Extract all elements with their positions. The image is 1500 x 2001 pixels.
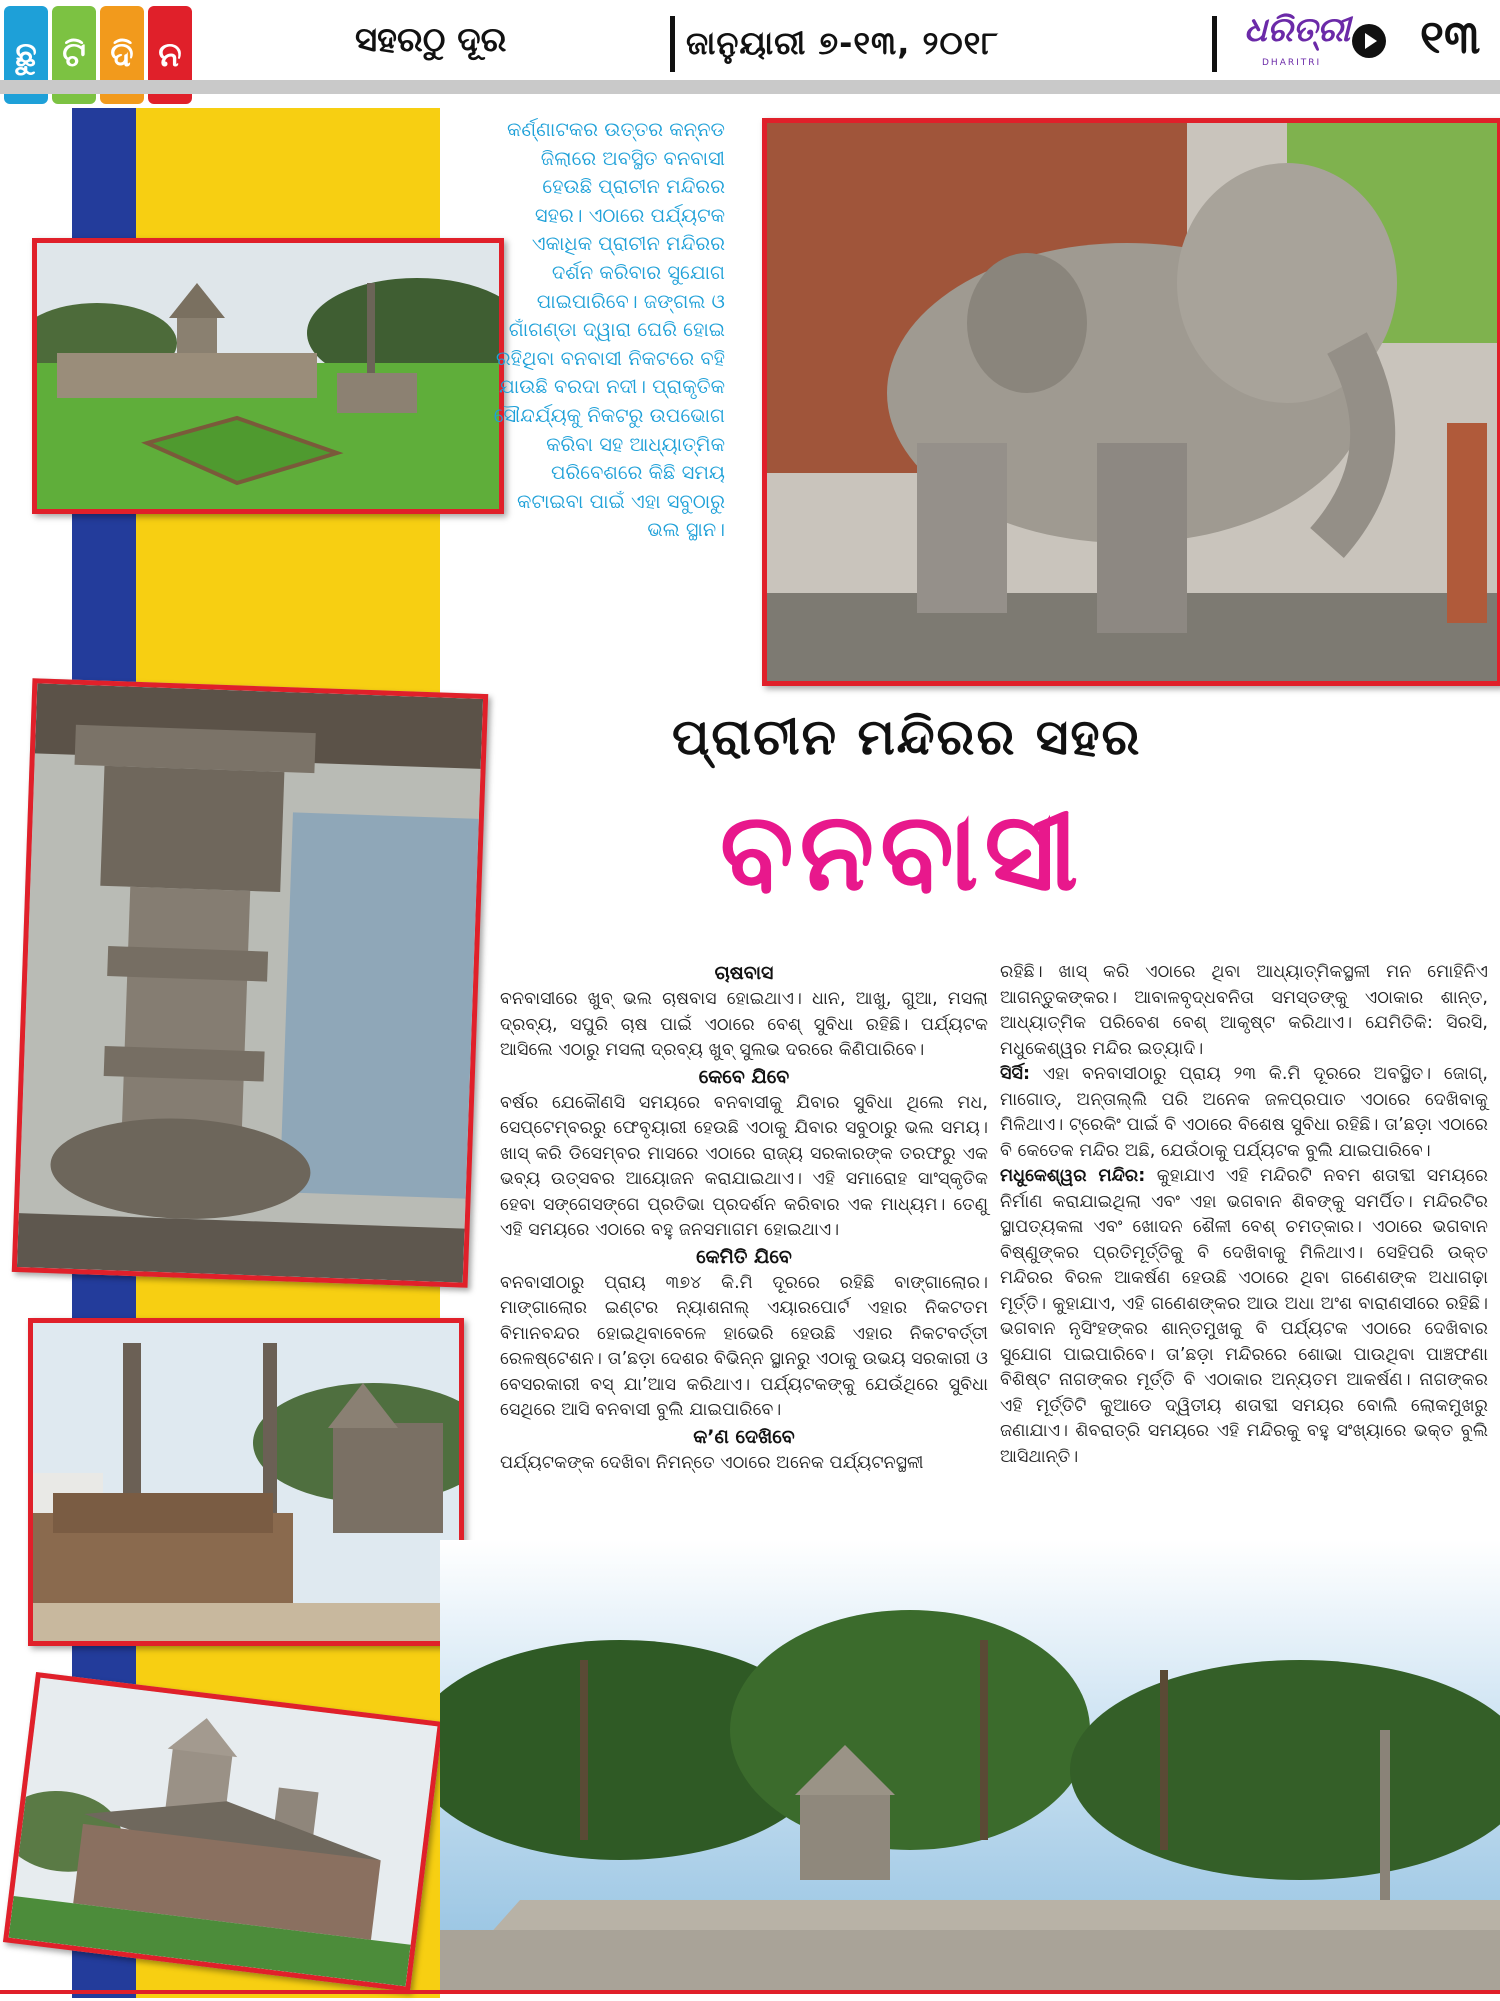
subheading: କେମିତି ଯିବେ xyxy=(696,1245,792,1268)
elephant-sculpture-photo xyxy=(762,118,1500,686)
subheading: ଚାଷବାସ xyxy=(714,962,774,984)
paragraph: ବନବାସୀଠାରୁ ପ୍ରାୟ ୩୭୪ କି.ମି ଦୂରରେ ରହିଛି ବାଙ୍ଗାଲୋର। ମାଙ୍ଗାଲୋର ଇଣ୍ଟର ନ୍ୟାଶନାଲ୍ ଏୟାରପୋର୍ଟ ଏହାର ନିକଟତମ ବିମାନବନ୍ଦର ହୋଇଥିବାବେଳେ ହାଭେରି ହେଉଛି ଏହାର ନିକଟବର୍ତ୍ତୀ ରେଳଷ୍ଟେଶନ। ତା’ଛଡ଼ା ଦେଶର ବିଭିନ୍ନ ସ୍ଥାନରୁ ଏଠାକୁ ଉଭୟ ସରକାରୀ ଓ ବେସରକାରୀ ବସ୍ ଯା’ଆସ କରିଥାଏ। ପର୍ଯ୍ୟଟକଙ୍କୁ ଯେଉଁଥିରେ ସୁବିଧା ସେଥିରେ ଆସି ବନବାସୀ ବୁଲି ଯାଇପାରିବେ। xyxy=(500,1272,988,1420)
intro-paragraph: କର୍ଣ୍ଣାଟକର ଉତ୍ତର କନ୍ନଡ ଜିଲାରେ ଅବସ୍ଥିତ ବନବାସୀ ହେଉଛି ପ୍ରାଚୀନ ମନ୍ଦିରର ସହର। ଏଠାରେ ପର୍ଯ୍ୟଟକ ଏକାଧିକ ପ୍ରାଚୀନ ମନ୍ଦିରର ଦର୍ଶନ କରିବାର ସୁଯୋଗ ପାଇପାରିବେ। ଜଙ୍ଗଲ ଓ ଗାଁଗଣ୍ଡା ଦ୍ୱାରା ଘେରି ହୋଇ ରହିଥିବା ବନବାସୀ ନିକଟରେ ବହି ଯାଉଛି ବରଦା ନଦୀ। ପ୍ରାକୃତିକ ସୌନ୍ଦର୍ଯ୍ୟକୁ ନିକଟରୁ ଉପଭୋଗ କରିବା ସହ ଆଧ୍ୟାତ୍ମିକ ପରିବେଶରେ କିଛି ସମୟ କଟାଇବା ପାଇଁ ଏହା ସବୁଠାରୁ ଭଲ ସ୍ଥାନ। xyxy=(493,118,725,542)
brand-subtitle: DHARITRI xyxy=(1262,58,1322,68)
temple-lawn-photo xyxy=(32,238,504,514)
paragraph xyxy=(1000,1062,1488,1164)
logo-letter: ନ xyxy=(148,6,192,104)
subhead-label: ମଧୁକେଶ୍ୱର ମନ୍ଦିର: xyxy=(1000,1166,1146,1186)
issue-date: ଜାନୁୟାରୀ ୭-୧୩, ୨୦୧୮ xyxy=(686,24,999,62)
temple-tilted-photo xyxy=(3,1672,443,1992)
paragraph: ପର୍ଯ୍ୟଟକଙ୍କ ଦେଖିବା ନିମନ୍ତେ ଏଠାରେ ଅନେକ ପର୍ଯ୍ୟଟନସ୍ଥଳୀ xyxy=(500,1452,924,1473)
carved-pillar-photo xyxy=(12,678,488,1288)
brand-logo: ଧରିତ୍ରୀ xyxy=(1244,10,1351,50)
article-column-1 xyxy=(500,960,988,1476)
divider xyxy=(670,16,675,72)
paragraph: ବନବାସୀରେ ଖୁବ୍ ଭଲ ଚାଷବାସ ହୋଇଥାଏ। ଧାନ, ଆଖୁ, ଗୁଆ, ମସଲା ଦ୍ରବ୍ୟ, ସପୁରି ଚାଷ ପାଇଁ ଏଠାରେ ବେଶ୍ ସୁବିଧା ରହିଛି। ପର୍ଯ୍ୟଟକ ଆସିଲେ ଏଠାରୁ ମସଲା ଦ୍ରବ୍ୟ ଖୁବ୍ ସୁଲଭ ଦରରେ କିଣିପାରିବେ। xyxy=(500,989,988,1060)
paragraph xyxy=(1000,1164,1488,1470)
article-column-2 xyxy=(1000,960,1488,1470)
divider xyxy=(1212,16,1217,72)
paragraph: ବର୍ଷର ଯେକୌଣସି ସମୟରେ ବନବାସୀକୁ ଯିବାର ସୁବିଧା ଥିଲେ ମଧ, ସେପ୍ଟେମ୍ବରରୁ ଫେବୃୟାରୀ ହେଉଛି ଏଠାକୁ ଯିବାର ସବୁଠାରୁ ଭଲ ସମୟ। ଖାସ୍ କରି ଡିସେମ୍ବର ମାସରେ ଏଠାରେ ରାଜ୍ୟ ସରକାରଙ୍କ ତରଫରୁ ଏକ ଭବ୍ୟ ଉତ୍ସବର ଆୟୋଜନ କରାଯାଇଥାଏ। ଏହି ସମାରୋହ ସାଂସ୍କୃତିକ ହେବା ସଙ୍ଗେସଙ୍ଗେ ପ୍ରତିଭା ପ୍ରଦର୍ଶନ କରିବାର ଏକ ମାଧ୍ୟମ। ତେଣୁ ଏହି ସମୟରେ ଏଠାରେ ବହୁ ଜନସମାଗମ ହୋଇଥାଏ। xyxy=(500,1092,988,1240)
intro-text xyxy=(490,116,725,545)
paragraph-text: କୁହାଯାଏ ଏହି ମନ୍ଦିରଟି ନବମ ଶତାବ୍ଦୀ ସମୟରେ ନିର୍ମାଣ କରାଯାଇଥିଲା ଏବଂ ଏହା ଭଗବାନ ଶିବଙ୍କୁ ସମର୍ପିତ। ମନ୍ଦିରଟିର ସ୍ଥାପତ୍ୟକଳା ଏବଂ ଖୋଦନ ଶୈଳୀ ବେଶ୍ ଚମତ୍କାର। ଏଠାରେ ଭଗବାନ ବିଷ୍ଣୁଙ୍କର ପ୍ରତିମୂର୍ତ୍ତିକୁ ବି ଦେଖିବାକୁ ମିଳିଥାଏ। ସେହିପରି ଉକ୍ତ ମନ୍ଦିରର ବିରଳ ଆକର୍ଷଣ ହେଉଛି ଏଠାରେ ଥିବା ଗଣେଶଙ୍କ ଅଧାଗଢ଼ା ମୂର୍ତ୍ତି। କୁହାଯାଏ, ଏହି ଗଣେଶଙ୍କର ଆଉ ଅଧା ଅଂଶ ବାରାଣସୀରେ ରହିଛି। ଭଗବାନ ନୃସିଂହଙ୍କର ଶାନ୍ତମୁଖକୁ ବି ପର୍ଯ୍ୟଟକ ଏଠାରେ ଦେଖିବାର ସୁଯୋଗ ପାଇପାରିବେ। ତା’ଛଡ଼ା ମନ୍ଦିରରେ ଶୋଭା ପାଉଥିବା ପାଞ୍ଚଫଣା ବିଶିଷ୍ଟ ନାଗଙ୍କର ମୂର୍ତ୍ତି ବି ଏଠାକାର ଅନ୍ୟତମ ଆକର୍ଷଣ। ନାଗଙ୍କର ଏହି ମୂର୍ତ୍ତିଟି କୁଆଡେ ଦ୍ୱିତୀୟ ଶତାବ୍ଦୀ ସମୟର ବୋଲି ଲୋକମୁଖରୁ ଜଣାଯାଏ। ଶିବରାତ୍ରି ସମୟରେ ଏହି ମନ୍ଦିରକୁ ବହୁ ସଂଖ୍ୟାରେ ଭକ୍ତ ବୁଲି ଆସିଥାନ୍ତି। xyxy=(1000,1166,1488,1467)
logo-letter: ଦି xyxy=(100,6,144,104)
page-number: ୧୩ xyxy=(1420,10,1481,64)
panorama-photo xyxy=(440,1540,1500,1990)
logo-letter: ଛୁ xyxy=(4,6,48,104)
paragraph: ରହିଛି। ଖାସ୍ କରି ଏଠାରେ ଥିବା ଆଧ୍ୟାତ୍ମିକସ୍ଥଳୀ ମନ ମୋହିନିଏ ଆଗନ୍ତୁକଙ୍କର। ଆବାଳବୃଦ୍ଧବନିତା ସମସ୍ତଙ୍କୁ ଏଠାକାର ଶାନ୍ତ, ଆଧ୍ୟାତ୍ମିକ ପରିବେଶ ବେଶ୍ ଆକୃଷ୍ଟ କରିଥାଏ। ଯେମିତିକି: ସିରସି, ମଧୁକେଶ୍ୱର ମନ୍ଦିର ଇତ୍ୟାଦି। xyxy=(1000,962,1488,1059)
section-title: ସହରଠୁ ଦୂର xyxy=(355,20,507,60)
stone-pillars-photo xyxy=(28,1318,464,1646)
headline: ବନବାସୀ xyxy=(720,790,1085,915)
play-icon xyxy=(1352,24,1386,58)
paragraph-text: ଏହା ବନବାସୀଠାରୁ ପ୍ରାୟ ୨୩ କି.ମି ଦୂରରେ ଅବସ୍ଥିତ। ଜୋଗ୍, ମାଗୋଡ୍, ଅନ୍ତାଲ୍ଲି ପରି ଅନେକ ଜଳପ୍ରପାତ ଏଠାରେ ଦେଖିବାକୁ ମିଳିଥାଏ। ଟ୍ରେକିଂ ପାଇଁ ବି ଏଠାରେ ବିଶେଷ ସୁବିଧା ରହିଛି। ତା’ଛଡ଼ା ଏଠାରେ ବି କେତେକ ମନ୍ଦିର ଅଛି, ଯେଉଁଠାକୁ ପର୍ଯ୍ୟଟକ ବୁଲି ଯାଇପାରିବେ। xyxy=(1000,1064,1488,1161)
logo-letter: ଟି xyxy=(52,6,96,104)
subhead-label: ସିର୍ସି: xyxy=(1000,1064,1030,1084)
subheading: କେବେ ଯିବେ xyxy=(698,1065,790,1088)
header-rule xyxy=(0,80,1500,94)
headline-kicker: ପ୍ରାଚୀନ ମନ୍ଦିରର ସହର xyxy=(672,708,1142,766)
bottom-rule xyxy=(0,1990,1500,1994)
subheading: କ’ଣ ଦେଖିବେ xyxy=(693,1425,795,1448)
